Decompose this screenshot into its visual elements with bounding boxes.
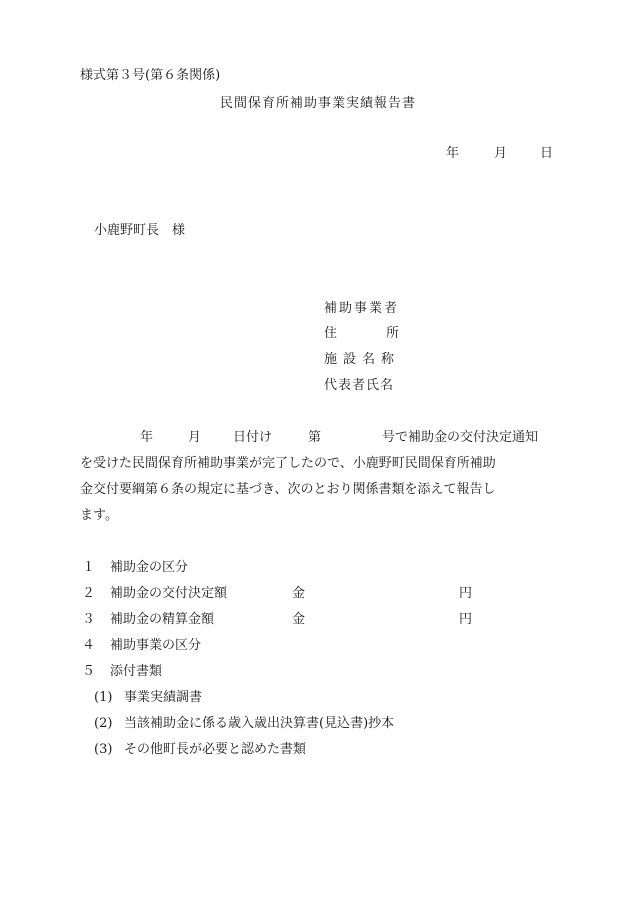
attachment-number: (3)	[94, 742, 113, 757]
form-number: 様式第３号(第６条関係)	[80, 68, 221, 83]
item-label: 補助事業の区分	[110, 638, 202, 653]
attachment-label: 当該補助金に係る歳入歳出決算書(見込書)抄本	[124, 716, 395, 731]
attachment-item	[94, 716, 395, 732]
document-title: 民間保育所補助事業実績報告書	[220, 96, 417, 111]
item-number: １	[82, 560, 96, 575]
list-item	[82, 560, 189, 576]
applicant-entity-label: 補助事業者	[324, 301, 400, 316]
item-number: ５	[82, 664, 96, 679]
list-item	[82, 586, 482, 602]
item-number: ３	[82, 612, 96, 627]
amount-unit: 円	[459, 586, 473, 601]
list-item	[82, 612, 482, 628]
applicant-facility-label: 施設名称	[324, 352, 401, 367]
recipient: 小鹿野町長 様	[94, 223, 186, 238]
amount-prefix: 金	[292, 612, 306, 627]
item-label: 補助金の区分	[110, 560, 189, 575]
ref-year: 年	[140, 430, 154, 445]
item-label: 補助金の精算金額	[110, 612, 215, 627]
attachment-number: (1)	[94, 690, 113, 705]
applicant-address-label	[324, 326, 399, 342]
body-line-4: ます。	[80, 508, 118, 523]
list-item	[82, 664, 163, 680]
body-line-3: 金交付要綱第６条の規定に基づき、次のとおり関係書類を添えて報告し	[80, 482, 496, 497]
body-line-2: を受けた民間保育所補助事業が完了したので、小鹿野町民間保育所補助	[80, 456, 496, 471]
date-month: 月	[494, 146, 508, 161]
address-label-char2: 所	[386, 326, 400, 341]
ref-day: 日付け	[233, 430, 273, 445]
item-label: 補助金の交付決定額	[110, 586, 228, 601]
ref-no-prefix: 第	[308, 430, 322, 445]
item-number: ４	[82, 638, 96, 653]
attachment-item	[94, 742, 307, 758]
date-day: 日	[540, 146, 554, 161]
item-label: 添付書類	[110, 664, 163, 679]
attachment-number: (2)	[94, 716, 113, 731]
ref-month: 月	[188, 430, 202, 445]
amount-prefix: 金	[292, 586, 306, 601]
applicant-representative-label: 代表者氏名	[324, 378, 395, 393]
list-item	[82, 638, 202, 654]
attachment-label: その他町長が必要と認めた書類	[124, 742, 307, 757]
item-number: ２	[82, 586, 96, 601]
attachment-label: 事業実績調書	[124, 690, 203, 705]
ref-no-suffix: 号で補助金の交付決定通知	[382, 430, 539, 445]
address-label-char1: 住	[324, 326, 338, 341]
amount-unit: 円	[459, 612, 473, 627]
attachment-item	[94, 690, 203, 706]
date-year: 年	[446, 146, 460, 161]
